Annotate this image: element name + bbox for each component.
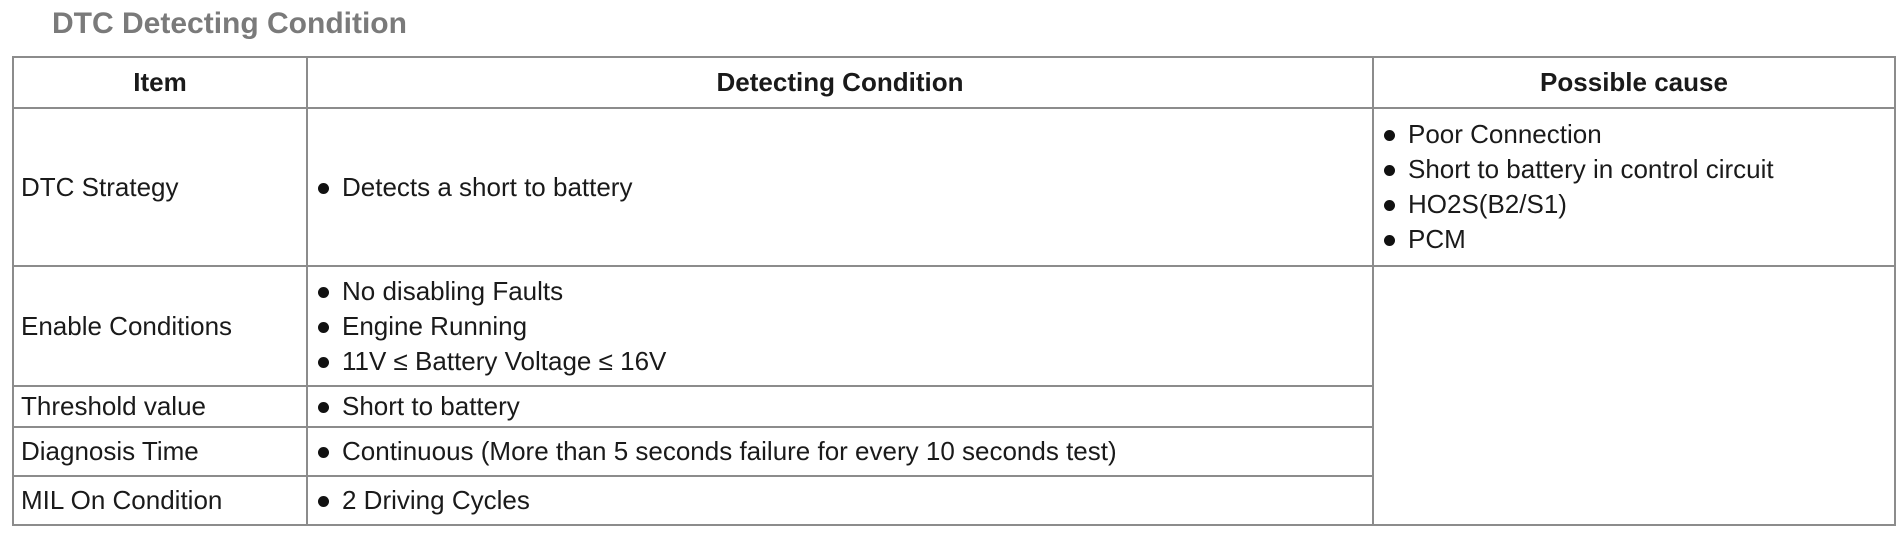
column-header-item: Item <box>13 57 307 108</box>
condition-item: 11V ≤ Battery Voltage ≤ 16V <box>315 344 1372 379</box>
column-header-possible-cause: Possible cause <box>1373 57 1895 108</box>
condition-cell <box>307 266 1373 386</box>
dtc-table <box>12 56 1896 526</box>
possible-cause-cell <box>1373 108 1895 266</box>
condition-list <box>315 434 1372 469</box>
item-cell: Threshold value <box>13 386 307 427</box>
condition-list <box>315 389 1372 424</box>
item-cell: Enable Conditions <box>13 266 307 386</box>
condition-cell <box>307 108 1373 266</box>
item-cell: DTC Strategy <box>13 108 307 266</box>
condition-item: 2 Driving Cycles <box>315 483 1372 518</box>
table-row <box>13 266 1895 386</box>
condition-cell <box>307 427 1373 476</box>
possible-cause-item: PCM <box>1381 222 1894 257</box>
condition-item: Engine Running <box>315 309 1372 344</box>
possible-cause-item: Short to battery in control circuit <box>1381 152 1894 187</box>
condition-cell <box>307 386 1373 427</box>
item-cell: MIL On Condition <box>13 476 307 525</box>
page-title: DTC Detecting Condition <box>52 7 407 40</box>
condition-item: Continuous (More than 5 seconds failure for every 10 seconds test) <box>315 434 1372 469</box>
condition-item: Short to battery <box>315 389 1372 424</box>
condition-item: No disabling Faults <box>315 274 1372 309</box>
possible-cause-item: HO2S(B2/S1) <box>1381 187 1894 222</box>
table-row <box>13 108 1895 266</box>
empty-cause-cell <box>1373 266 1895 525</box>
condition-list <box>315 170 1372 205</box>
condition-list <box>315 483 1372 518</box>
condition-list <box>315 274 1372 379</box>
possible-cause-item: Poor Connection <box>1381 117 1894 152</box>
item-cell: Diagnosis Time <box>13 427 307 476</box>
column-header-detecting-condition: Detecting Condition <box>307 57 1373 108</box>
possible-cause-list <box>1381 117 1894 257</box>
condition-cell <box>307 476 1373 525</box>
condition-item: Detects a short to battery <box>315 170 1372 205</box>
table-header-row <box>13 57 1895 108</box>
